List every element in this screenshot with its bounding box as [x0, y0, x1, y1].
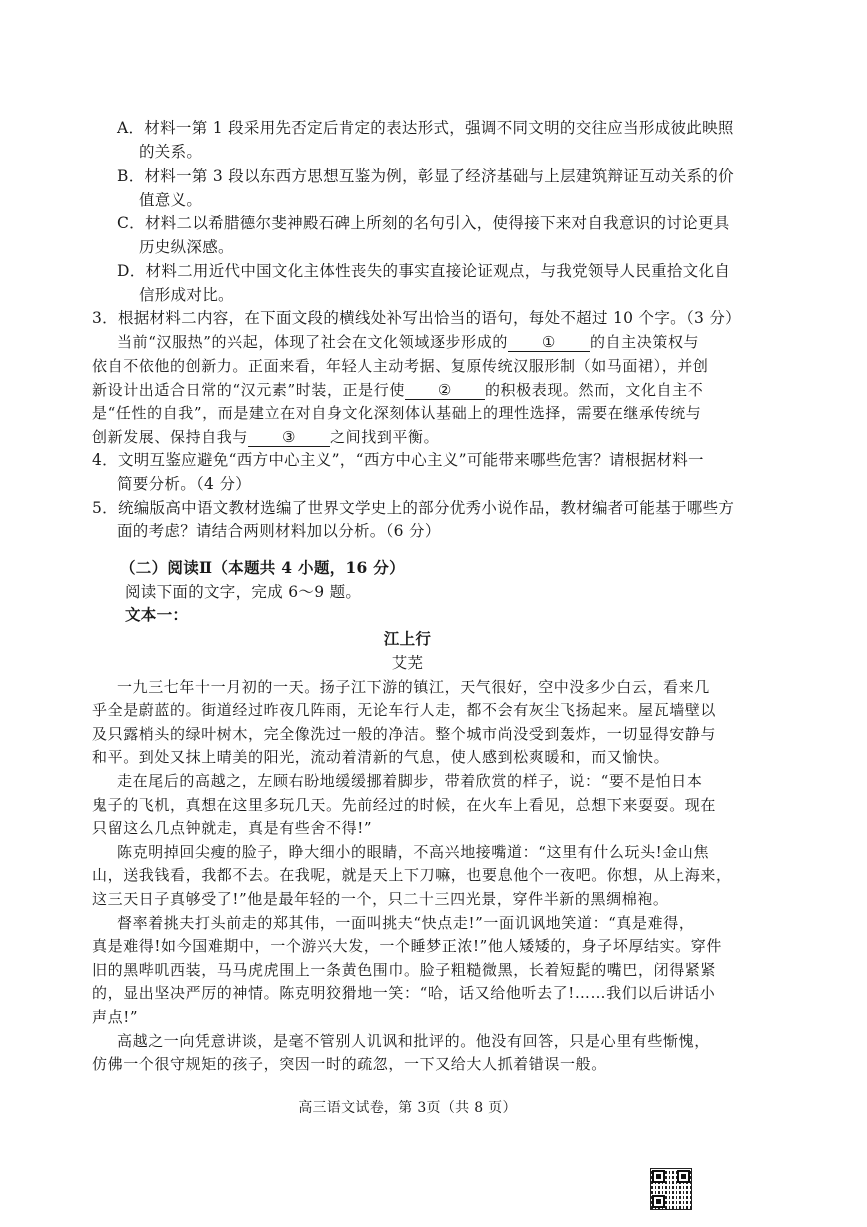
q3-passage-line2: 依自不依他的创新力。正面来看，年轻人主动考据、复原传统汉服形制（如马面裙），并创 — [92, 357, 709, 375]
option-b-line1: B．材料一第 3 段以东西方思想互鉴为例，彰显了经济基础与上层建筑辩证互动关系的价 — [117, 167, 734, 185]
q3-passage-text: 的积极表现。然而，文化自主不 — [484, 381, 704, 399]
story-paragraph-4-line: 督率着挑夫打头前走的郑其伟，一面叫挑夫“快点走!”一面讥讽地笑道：“真是难得， — [117, 914, 695, 932]
story-paragraph-5-line: 仿佛一个很守规矩的孩子，突因一时的疏忽，一下又给大人抓着错误一般。 — [92, 1055, 607, 1073]
q3-passage-text: 之间找到平衡。 — [330, 428, 440, 446]
text-one-label: 文本一： — [125, 605, 189, 624]
story-paragraph-2-line: 走在尾后的高越之，左顾右盼地缓缓挪着脚步，带着欣赏的样子，说：“要不是怕日本 — [117, 772, 703, 790]
story-paragraph-1-line: 和平。到处又抹上晴美的阳光，流动着清新的气息，使人感到松爽暖和，而又愉快。 — [92, 748, 670, 766]
q3-passage-text: 创新发展、保持自我与 — [92, 428, 249, 446]
q3-passage-text: 的自主决策权与 — [589, 333, 700, 351]
section-heading: （二）阅读Ⅱ（本题共 4 小题，16 分） — [120, 558, 405, 577]
question-3-prompt: 3．根据材料二内容，在下面文段的横线处补写出恰当的语句，每处不超过 10 个字。（3 分） — [92, 309, 741, 327]
story-paragraph-1-line: 一九三七年十一月初的一天。扬子江下游的镇江，天气很好，空中没多少白云，看来几 — [117, 678, 710, 696]
question-4-line1: 4．文明互鉴应避免“西方中心主义”，“西方中心主义”可能带来哪些危害？请根据材料一 — [92, 451, 704, 469]
story-paragraph-3-line: 这三天日子真够受了!”他是最年轻的一个，只二十三四光景，穿件半新的黑绸棉袍。 — [92, 890, 669, 908]
question-5-line1: 5．统编版高中语文教材选编了世界文学史上的部分优秀小说作品，教材编者可能基于哪些方 — [92, 499, 735, 517]
q3-passage-text: 当前“汉服热”的兴起，体现了社会在文化领域逐步形成的 — [117, 333, 508, 351]
option-c-line1: C．材料二以希腊德尔斐神殿石碑上所刻的名句引入，使得接下来对自我意识的讨论更具 — [117, 214, 730, 232]
story-paragraph-3-line: 山，送我钱看，我都不去。在我呢，就是天上下刀嘛，也要息他个一夜吧。你想，从上海来， — [92, 866, 732, 884]
fill-blank-3[interactable]: ③ — [248, 428, 330, 447]
section-instruction: 阅读下面的文字，完成 6～9 题。 — [125, 583, 362, 601]
story-author: 艾芜 — [391, 654, 424, 672]
story-paragraph-4-line: 真是难得!如今国难期中，一个游兴大发，一个睡梦正浓!”他人矮矮的，身子坏厚结实。穿件 — [92, 937, 722, 955]
story-paragraph-2-line: 鬼子的飞机，真想在这里多玩几天。先前经过的时候，在火车上看见，总想下来耍耍。现在 — [92, 796, 717, 814]
q3-passage-line5 — [92, 426, 439, 448]
fill-blank-1[interactable]: ① — [508, 333, 590, 352]
story-title: 江上行 — [383, 629, 432, 648]
story-paragraph-4-line: 声点!” — [92, 1008, 139, 1026]
option-b-line2: 值意义。 — [139, 191, 203, 209]
story-paragraph-4-line: 旧的黑哔叽西装，马马虎虎围上一条黄色围巾。脸子粗糙微黑，长着短髭的嘴巴，闭得紧紧 — [92, 961, 717, 979]
story-paragraph-4-line: 的，显出坚决严厉的神情。陈克明狡猾地一笑：“哈，话又给他听去了!……我们以后讲话小 — [92, 984, 716, 1002]
fill-blank-2[interactable]: ② — [405, 381, 485, 400]
q3-passage-line3 — [92, 379, 703, 401]
story-paragraph-5-line: 高越之一向凭意讲谈，是毫不管别人讥讽和批评的。他没有回答，只是心里有些惭愧， — [117, 1032, 710, 1050]
option-a-line2: 的关系。 — [139, 143, 203, 161]
page-footer: 高三语文试卷，第 3页（共 8 页） — [298, 1100, 517, 1116]
option-a-line1: A．材料一第 1 段采用先否定后肯定的表达形式，强调不同文明的交往应当形成彼此映照 — [117, 119, 734, 137]
qr-code-icon — [650, 1168, 692, 1210]
question-5-line2: 面的考虑？请结合两则材料加以分析。（6 分） — [117, 522, 441, 540]
q3-passage-line1 — [117, 331, 699, 353]
option-d-line2: 信形成对比。 — [139, 286, 234, 304]
option-d-line1: D．材料二用近代中国文化主体性丧失的事实直接论证观点，与我党领导人民重拾文化自 — [117, 262, 731, 280]
option-c-line2: 历史纵深感。 — [139, 238, 234, 256]
story-paragraph-3-line: 陈克明掉回尖瘦的脸子，睁大细小的眼睛，不高兴地接嘴道：“这里有什么玩头!金山焦 — [117, 843, 710, 861]
story-paragraph-2-line: 只留这么几点钟就走，真是有些舍不得!” — [92, 819, 373, 837]
q3-passage-line4: 是“任性的自我”，而是建立在对自身文化深刻体认基础上的理性选择，需要在继承传统与 — [92, 404, 702, 422]
story-paragraph-1-line: 及只露梢头的绿叶树木，完全像洗过一般的净洁。整个城市尚没受到轰炸，一切显得安静与 — [92, 725, 717, 743]
story-paragraph-1-line: 乎全是蔚蓝的。街道经过昨夜几阵雨，无论车行人走，都不会有灰尘飞扬起来。屋瓦墙壁以 — [92, 701, 717, 719]
q3-passage-text: 新设计出适合日常的“汉元素”时装，正是行使 — [92, 381, 405, 399]
question-4-line2: 简要分析。（4 分） — [117, 475, 252, 493]
